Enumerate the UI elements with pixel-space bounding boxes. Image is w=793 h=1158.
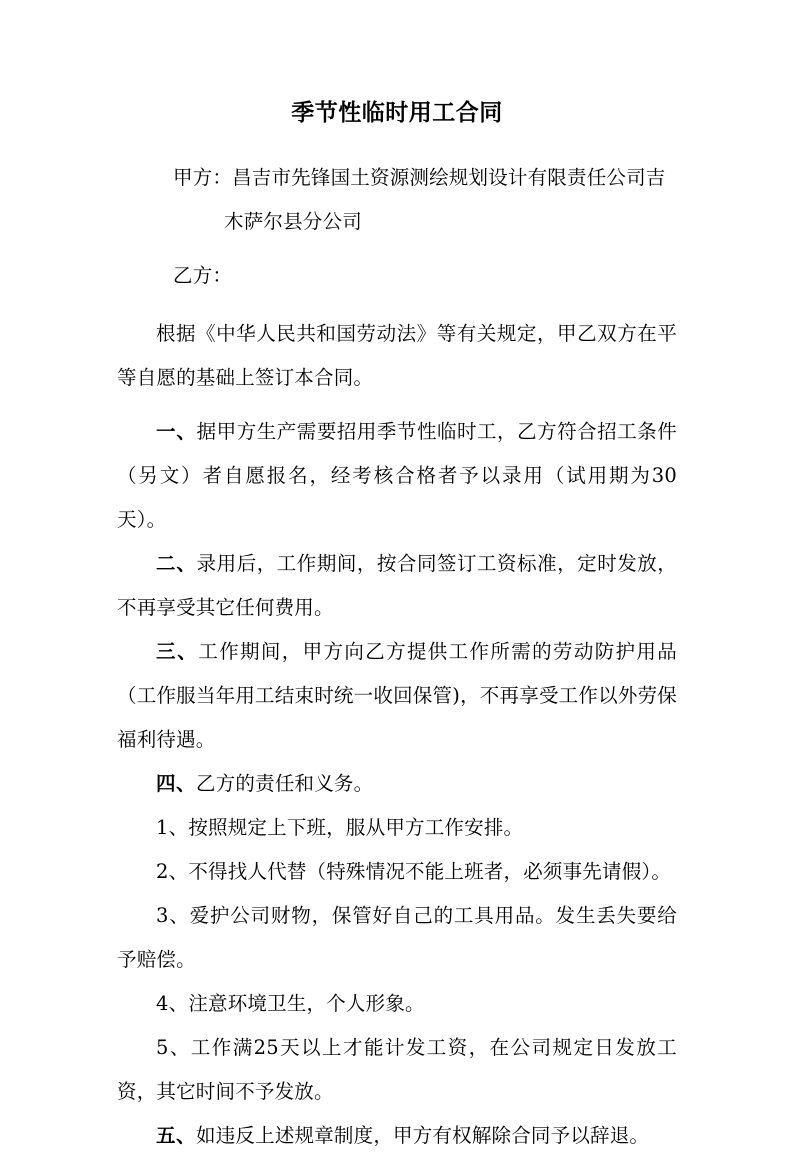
clause-enumerator: 五、 (156, 1124, 197, 1147)
sub-item-text: 爱护公司财物，保管好自己的工具用品。发生丢失要给予赔偿。 (117, 904, 677, 971)
sub-item-enumerator: 2、 (156, 860, 189, 883)
clause-item (117, 410, 677, 542)
clause-text: 据甲方生产需要招用季节性临时工，乙方符合招工条件（另文）者自愿报名，经考核合格者予以录用（试用期为30天）。 (117, 420, 677, 531)
sub-item (117, 806, 677, 850)
sub-item-text: 工作满25天以上才能计发工资，在公司规定日发放工资，其它时间不予发放。 (117, 1036, 677, 1103)
clause-text: 工作期间，甲方向乙方提供工作所需的劳动防护用品（工作服当年用工结束时统一收回保管)，不再享受工作以外劳保福利待遇。 (117, 640, 677, 751)
clause-text: 乙方的责任和义务。 (196, 772, 374, 795)
sub-item-text: 按照规定上下班，服从甲方工作安排。 (188, 816, 524, 839)
party-a-line (117, 156, 677, 244)
sub-item-enumerator: 1、 (156, 816, 189, 839)
sub-item (117, 1026, 677, 1114)
clause-enumerator: 一、 (156, 420, 197, 443)
sub-item (117, 850, 677, 894)
sub-item-enumerator: 5、 (156, 1036, 191, 1059)
sub-item-enumerator: 4、 (156, 992, 189, 1015)
party-b-line (117, 254, 677, 298)
spacer (117, 400, 677, 410)
clause-item (117, 762, 677, 806)
clause-text: 如违反上述规章制度，甲方有权解除合同予以辞退。 (196, 1124, 650, 1147)
clause-enumerator: 三、 (156, 640, 199, 663)
preamble-paragraph: 根据《中华人民共和国劳动法》等有关规定，甲乙双方在平等自愿的基础上签订本合同。 (117, 322, 677, 389)
party-a-label: 甲方： (173, 166, 233, 189)
clause-item (117, 542, 677, 630)
party-a-name: 昌吉市先锋国土资源测绘规划设计有限责任公司吉木萨尔县分公司 (224, 166, 666, 233)
document-body (117, 90, 677, 1158)
sub-item-text: 注意环境卫生，个人形象。 (188, 992, 425, 1015)
clause-enumerator: 四、 (156, 772, 197, 795)
clause-item (117, 1114, 677, 1158)
spacer (117, 244, 677, 254)
sub-item (117, 982, 677, 1026)
spacer (117, 298, 677, 312)
sub-item-text: 不得找人代替（特殊情况不能上班者，必须事先请假）。 (188, 860, 672, 883)
party-b-label: 乙方： (173, 264, 233, 287)
page-title: 季节性临时用工合同 (291, 100, 503, 126)
sub-item (117, 894, 677, 982)
sub-item-enumerator: 3、 (156, 904, 190, 927)
clause-text: 录用后，工作期间，按合同签订工资标准，定时发放，不再享受其它任何费用。 (117, 552, 677, 619)
clause-item (117, 630, 677, 762)
clause-enumerator: 二、 (156, 552, 197, 575)
